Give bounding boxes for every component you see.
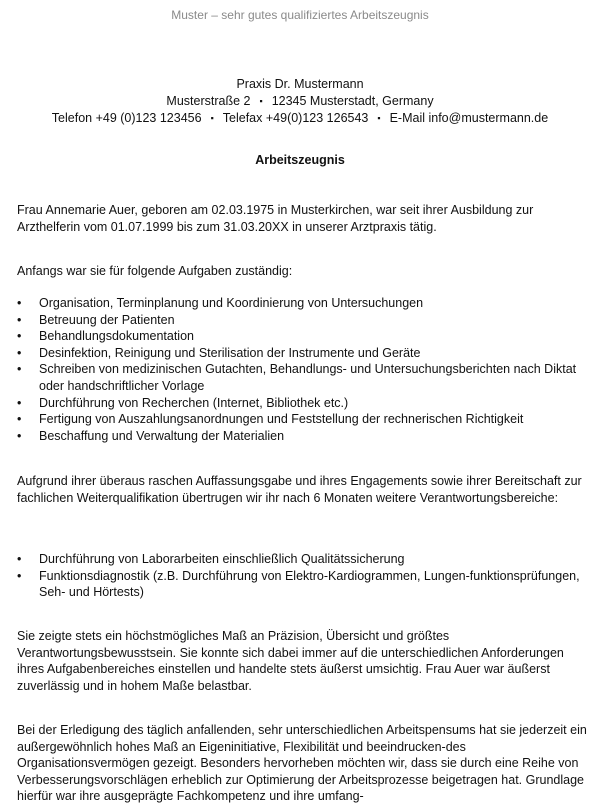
separator: ▪: [210, 113, 214, 123]
document-title: Arbeitszeugnis: [255, 153, 345, 167]
separator: ▪: [377, 113, 381, 123]
responsibilities-intro: Aufgrund ihrer überaus raschen Auffassungsgabe und ihres Engagements sowie ihrer Bereitschaft zur fachlichen Weiterqualifikation übertrugen wir ihr nach 6 Monaten weitere Verantwortungsbereiche:: [17, 474, 582, 505]
separator: ▪: [259, 95, 263, 106]
list-item: • Organisation, Terminplanung und Koordinierung von Untersuchungen: [17, 295, 587, 312]
practice-name: Praxis Dr. Mustermann: [236, 77, 364, 91]
street: Musterstraße 2: [166, 93, 251, 108]
list-item: • Durchführung von Laborarbeiten einschließlich Qualitätssicherung: [17, 551, 587, 568]
assessment-paragraph: Sie zeigte stets ein höchstmögliches Maß an Präzision, Übersicht und größtes Verantwortungsbewusstsein. Sie konnte sich dabei immer auf die unterschiedlichen Anforderungen ihres Aufgabenbereiches einstellen und handelte stets äußerst umsichtig. Frau Auer war äußerst zuverlässig und in hohem Maße belastbar.: [17, 629, 564, 693]
phone: Telefon +49 (0)123 123456: [51, 111, 202, 125]
letterhead: [0, 76, 600, 128]
city: 12345 Musterstadt, Germany: [271, 93, 434, 108]
list-item: • Behandlungsdokumentation: [17, 328, 587, 345]
intro-paragraph: Frau Annemarie Auer, geboren am 02.03.1975 in Musterkirchen, war seit ihrer Ausbildung zur Arzthelferin vom 01.07.1999 bis zum 31.03.20XX in unserer Arztpraxis tätig.: [17, 203, 534, 234]
list-item: • Durchführung von Recherchen (Internet, Bibliothek etc.): [17, 395, 587, 412]
tasks-intro: Anfangs war sie für folgende Aufgaben zuständig:: [17, 264, 293, 278]
list-item: • Schreiben von medizinischen Gutachten, Behandlungs- und Untersuchungsberichten nach Diktat oder handschriftlicher Vorlage: [17, 361, 587, 394]
task-list: [17, 295, 587, 444]
document-header: Muster – sehr gutes qualifiziertes Arbeitszeugnis: [171, 8, 429, 22]
list-item: • Beschaffung und Verwaltung der Materialien: [17, 428, 587, 445]
list-item: • Funktionsdiagnostik (z.B. Durchführung von Elektro-Kardiogrammen, Lungen-funktionsprüfungen, Seh- und Hörtests): [17, 568, 587, 601]
responsibility-list: [17, 551, 587, 601]
contact-line: [0, 110, 600, 128]
list-item: • Betreuung der Patienten: [17, 312, 587, 329]
list-item: • Fertigung von Auszahlungsanordnungen und Feststellung der rechnerischen Richtigkeit: [17, 411, 587, 428]
closing-paragraph: Bei der Erledigung des täglich anfallenden, sehr unterschiedlichen Arbeitspensums hat sie jederzeit ein außergewöhnlich hohes Maß an Eigeninitiative, Flexibilität und beeindrucken-des Organisationsvermögen gezeigt. Besonders hervorheben möchten wir, dass sie durch eine Reihe von Verbesserungsvorschlägen erheblich zur Optimierung der Arbeitsprozesse beigetragen hat. Grundlage hierfür war ihre ausgeprägte Fachkompetenz und ihre umfang-: [17, 723, 587, 804]
fax: Telefax +49(0)123 126543: [222, 111, 369, 125]
address-line: [0, 93, 600, 111]
email: E-Mail info@mustermann.de: [389, 111, 549, 125]
list-item: • Desinfektion, Reinigung und Sterilisation der Instrumente und Geräte: [17, 345, 587, 362]
